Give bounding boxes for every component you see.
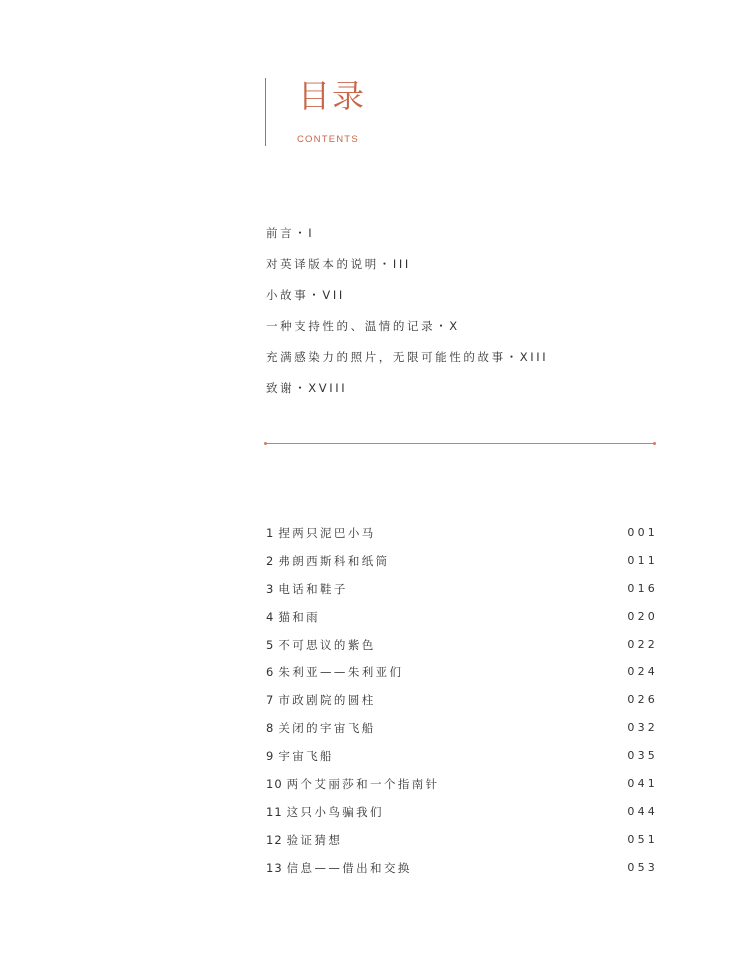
chapter-number: 11	[266, 804, 283, 819]
front-matter-item[interactable]: 对英译版本的说明・III	[266, 257, 411, 271]
divider-dot-left	[264, 442, 267, 445]
chapter-item[interactable]	[266, 833, 658, 861]
title-accent-bar	[265, 78, 266, 146]
chapter-item[interactable]	[266, 861, 658, 889]
front-matter-item[interactable]: 小故事・VII	[266, 288, 345, 302]
chapter-page: 035	[627, 749, 658, 763]
chapter-title: 验证猜想	[286, 832, 343, 847]
front-matter-item[interactable]: 前言・I	[266, 226, 315, 240]
chapter-title: 两个艾丽莎和一个指南针	[286, 777, 440, 792]
chapter-page: 053	[627, 860, 658, 874]
chapter-item[interactable]	[266, 665, 658, 693]
chapter-page: 041	[627, 777, 658, 791]
chapter-page: 044	[627, 804, 658, 818]
chapter-page: 011	[627, 553, 658, 567]
chapter-title: 信息——借出和交换	[286, 860, 412, 875]
front-matter-item[interactable]: 一种支持性的、温情的记录・X	[266, 319, 460, 333]
chapter-number: 8	[266, 721, 275, 736]
chapter-page: 051	[627, 832, 658, 846]
chapter-number: 1	[266, 526, 275, 540]
front-matter-item[interactable]: 充满感染力的照片，无限可能性的故事・XIII	[266, 350, 549, 364]
chapter-number: 9	[266, 749, 275, 764]
chapter-list	[266, 526, 658, 889]
chapter-page: 020	[627, 609, 658, 623]
chapter-item[interactable]	[266, 554, 658, 582]
chapter-title: 宇宙飞船	[278, 749, 334, 764]
chapter-item[interactable]	[266, 749, 658, 777]
front-matter-item[interactable]: 致谢・XVIII	[266, 381, 348, 395]
chapter-number: 5	[266, 637, 275, 652]
chapter-number: 10	[266, 777, 283, 792]
chapter-item[interactable]	[266, 777, 658, 805]
chapter-title: 关闭的宇宙飞船	[278, 721, 376, 736]
chapter-item[interactable]	[266, 721, 658, 749]
chapter-page: 024	[627, 665, 658, 679]
chapter-item[interactable]	[266, 582, 658, 610]
section-divider	[265, 443, 655, 444]
chapter-number: 13	[266, 860, 283, 875]
page-title: 目录	[298, 77, 367, 115]
chapter-item[interactable]	[266, 526, 658, 554]
chapter-number: 7	[266, 693, 275, 708]
chapter-item[interactable]	[266, 805, 658, 833]
chapter-title: 市政剧院的圆柱	[278, 693, 376, 708]
chapter-item[interactable]	[266, 638, 658, 666]
chapter-page: 016	[627, 581, 658, 595]
chapter-number: 2	[266, 553, 275, 568]
chapter-title: 朱利亚——朱利亚们	[278, 665, 404, 680]
chapter-title: 不可思议的紫色	[278, 637, 376, 652]
chapter-title: 电话和鞋子	[278, 581, 348, 596]
chapter-page: 032	[627, 721, 658, 735]
chapter-title: 弗朗西斯科和纸筒	[278, 553, 390, 568]
chapter-number: 3	[266, 581, 275, 596]
page-subtitle: CONTENTS	[297, 134, 359, 145]
chapter-number: 12	[266, 832, 283, 847]
chapter-title: 猫和雨	[278, 609, 321, 624]
chapter-page: 001	[627, 526, 658, 539]
chapter-title: 这只小鸟骗我们	[286, 804, 384, 819]
chapter-page: 022	[627, 637, 658, 651]
chapter-number: 6	[266, 665, 275, 680]
chapter-page: 026	[627, 693, 658, 707]
divider-dot-right	[653, 442, 656, 445]
chapter-number: 4	[266, 609, 275, 624]
front-matter-list	[266, 226, 548, 412]
chapter-title: 捏两只泥巴小马	[278, 526, 376, 540]
chapter-item[interactable]	[266, 693, 658, 721]
chapter-item[interactable]	[266, 610, 658, 638]
